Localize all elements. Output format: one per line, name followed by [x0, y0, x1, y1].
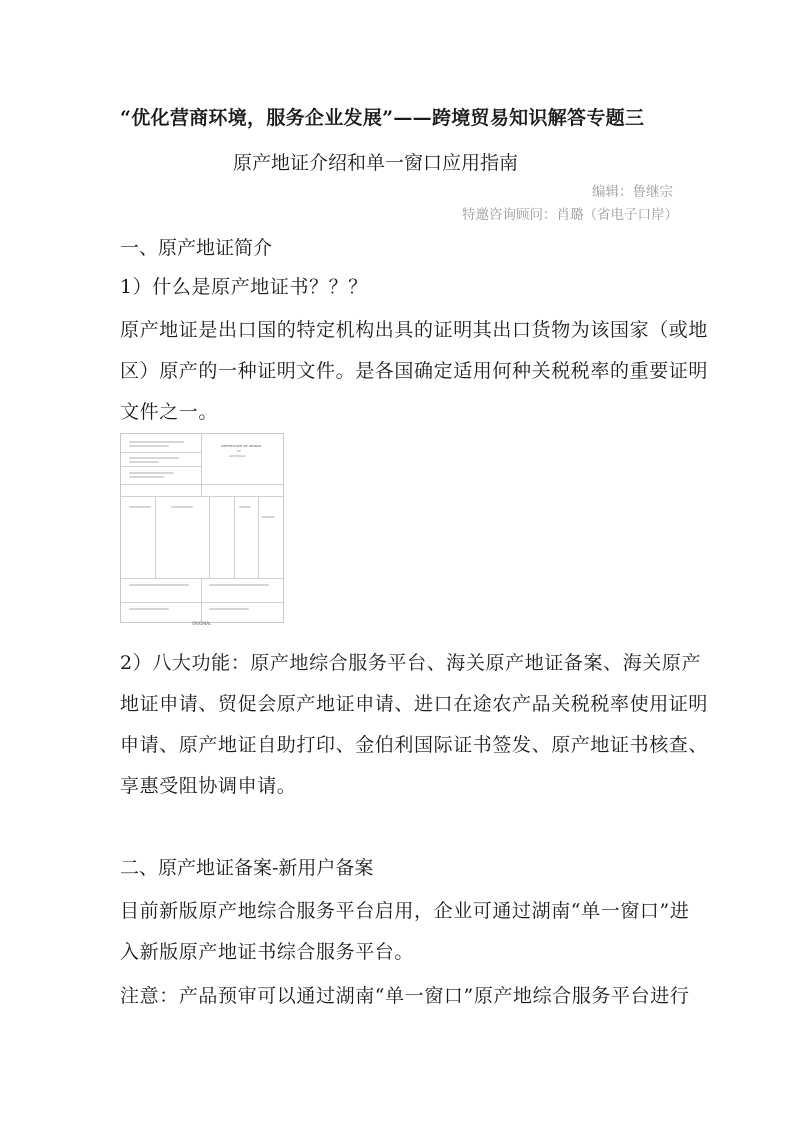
certificate-caption: ORIGINAL — [192, 621, 212, 626]
section-1-heading: 一、原产地证简介 — [120, 237, 273, 259]
document-subtitle: 原产地证介绍和单一窗口应用指南 — [233, 152, 519, 174]
paragraph-line: 原产地证是出口国的特定机构出具的证明其出口货物为该国家（或地 — [120, 319, 709, 341]
editor-credit: 编辑：鲁继宗 — [592, 184, 673, 200]
paragraph-line: 入新版原产地证书综合服务平台。 — [120, 941, 415, 963]
paragraph-line: 区）原产的一种证明文件。是各国确定适用何种关税税率的重要证明 — [120, 360, 709, 382]
question-1: 1）什么是原产地证书？？？ — [120, 276, 368, 298]
note-line: 注意：产品预审可以通过湖南“单一窗口”原产地综合服务平台进行 — [120, 985, 690, 1007]
certificate-country: AUSTRALIA — [229, 454, 246, 458]
paragraph-line: 申请、原产地证自助打印、金伯利国际证书签发、原产地证书核查、 — [120, 734, 709, 756]
section-2-heading: 二、原产地证备案-新用户备案 — [120, 857, 374, 879]
paragraph-line: 文件之一。 — [120, 401, 219, 423]
certificate-heading: CERTIFICATE OF ORIGIN — [221, 444, 261, 448]
certificate-of-origin-image — [120, 433, 284, 623]
paragraph-line: 享惠受阻协调申请。 — [120, 775, 297, 797]
document-title: “优化营商环境，服务企业发展”——跨境贸易知识解答专题三 — [120, 107, 645, 129]
paragraph-line: 2）八大功能：原产地综合服务平台、海关原产地证备案、海关原产 — [120, 652, 702, 674]
advisor-credit: 特邀咨询顾问：肖璐（省电子口岸） — [462, 207, 678, 223]
paragraph-line: 目前新版原产地综合服务平台启用，企业可通过湖南“单一窗口”进 — [120, 900, 690, 922]
paragraph-line: 地证申请、贸促会原产地证申请、进口在途农产品关税税率使用证明 — [120, 693, 709, 715]
certificate-of: OF — [237, 449, 242, 453]
